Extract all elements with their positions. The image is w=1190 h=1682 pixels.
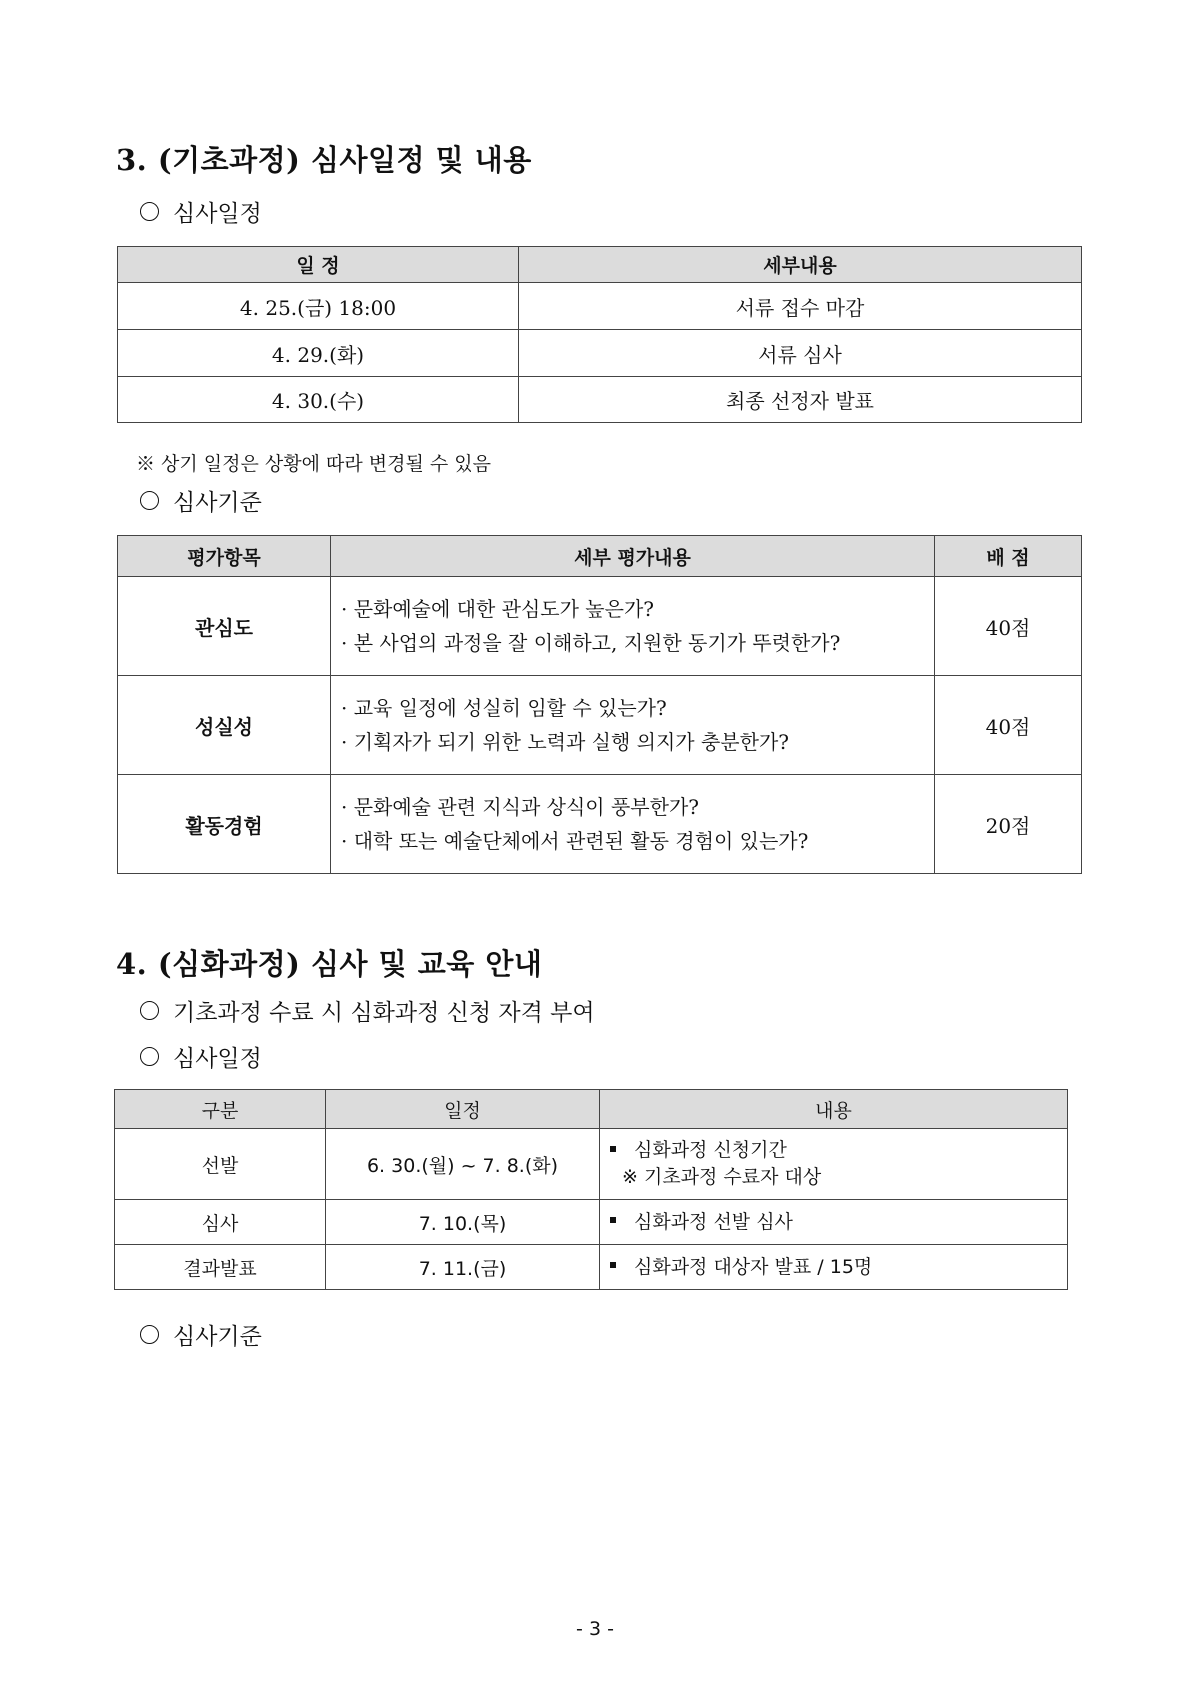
schedule-content-text: 심화과정 신청기간	[634, 1139, 787, 1161]
table-row	[118, 283, 1082, 330]
table-row	[118, 330, 1082, 377]
section4-schedule-label: 심사일정	[173, 1046, 262, 1072]
criteria-line: · 본 사업의 과정을 잘 이해하고, 지원한 동기가 뚜렷한가?	[341, 631, 841, 655]
section4-bullet-qualification	[140, 994, 595, 1027]
table-row	[118, 377, 1082, 423]
section4-schedule-bullet	[140, 1040, 262, 1073]
table-row	[118, 577, 1082, 676]
criteria-line: · 교육 일정에 성실히 임할 수 있는가?	[341, 696, 667, 720]
criteria-item: 관심도	[118, 577, 331, 676]
schedule-date: 6. 30.(월) ~ 7. 8.(화)	[326, 1129, 600, 1200]
table-row	[115, 1245, 1068, 1290]
page-number: - 3 -	[576, 1618, 614, 1640]
section3-criteria-label: 심사기준	[173, 490, 262, 516]
table-row	[115, 1200, 1068, 1245]
schedule-type: 결과발표	[115, 1245, 326, 1290]
section3-title: 3. (기초과정) 심사일정 및 내용	[116, 143, 532, 177]
criteria-item: 성실성	[118, 676, 331, 775]
table-row	[118, 676, 1082, 775]
section4-criteria-bullet	[140, 1318, 262, 1351]
schedule-date: 4. 29.(화)	[118, 330, 519, 377]
criteria-score: 40점	[935, 577, 1082, 676]
criteria-content	[331, 577, 935, 676]
criteria-score: 20점	[935, 775, 1082, 874]
table-header: 배 점	[935, 536, 1082, 577]
schedule-detail: 최종 선정자 발표	[519, 377, 1082, 423]
table-row	[118, 775, 1082, 874]
schedule-content-text: 심화과정 대상자 발표 / 15명	[634, 1255, 873, 1278]
section3-criteria-table	[117, 535, 1082, 874]
criteria-content	[331, 676, 935, 775]
square-bullet-icon	[610, 1217, 616, 1223]
schedule-date: 4. 25.(금) 18:00	[118, 283, 519, 330]
section3-schedule-label: 심사일정	[173, 201, 262, 227]
circle-bullet-icon	[140, 1325, 159, 1344]
schedule-date: 4. 30.(수)	[118, 377, 519, 423]
criteria-line: · 기획자가 되기 위한 노력과 실행 의지가 충분한가?	[341, 730, 789, 754]
circle-bullet-icon	[140, 491, 159, 510]
section3-schedule-bullet	[140, 195, 262, 228]
square-bullet-icon	[610, 1146, 616, 1152]
schedule-content	[600, 1129, 1068, 1200]
square-bullet-icon	[610, 1262, 616, 1268]
criteria-content	[331, 775, 935, 874]
section3-schedule-table	[117, 246, 1082, 423]
criteria-item: 활동경험	[118, 775, 331, 874]
schedule-content-text: 심화과정 선발 심사	[634, 1210, 793, 1233]
schedule-type: 선발	[115, 1129, 326, 1200]
table-header: 내용	[600, 1090, 1068, 1129]
table-header: 구분	[115, 1090, 326, 1129]
section3-schedule-note: ※ 상기 일정은 상황에 따라 변경될 수 있음	[136, 453, 491, 475]
criteria-line: · 문화예술에 대한 관심도가 높은가?	[341, 597, 654, 621]
circle-bullet-icon	[140, 1047, 159, 1066]
schedule-content	[600, 1245, 1068, 1290]
schedule-content	[600, 1200, 1068, 1245]
schedule-detail: 서류 심사	[519, 330, 1082, 377]
table-row	[115, 1129, 1068, 1200]
table-header: 일정	[326, 1090, 600, 1129]
criteria-score: 40점	[935, 676, 1082, 775]
circle-bullet-icon	[140, 1001, 159, 1020]
section4-schedule-table	[114, 1089, 1068, 1290]
schedule-type: 심사	[115, 1200, 326, 1245]
schedule-date: 7. 11.(금)	[326, 1245, 600, 1290]
table-header: 평가항목	[118, 536, 331, 577]
circle-bullet-icon	[140, 202, 159, 221]
schedule-date: 7. 10.(목)	[326, 1200, 600, 1245]
schedule-content-sub: ※ 기초과정 수료자 대상	[622, 1166, 822, 1188]
table-header: 세부내용	[519, 247, 1082, 283]
table-header: 세부 평가내용	[331, 536, 935, 577]
section4-criteria-label: 심사기준	[173, 1324, 262, 1350]
table-header: 일 정	[118, 247, 519, 283]
schedule-detail: 서류 접수 마감	[519, 283, 1082, 330]
section4-bullet1-text: 기초과정 수료 시 심화과정 신청 자격 부여	[173, 1000, 595, 1026]
section4-title: 4. (심화과정) 심사 및 교육 안내	[116, 947, 543, 981]
criteria-line: · 문화예술 관련 지식과 상식이 풍부한가?	[341, 795, 699, 819]
section3-criteria-bullet	[140, 484, 262, 517]
criteria-line: · 대학 또는 예술단체에서 관련된 활동 경험이 있는가?	[341, 829, 809, 853]
